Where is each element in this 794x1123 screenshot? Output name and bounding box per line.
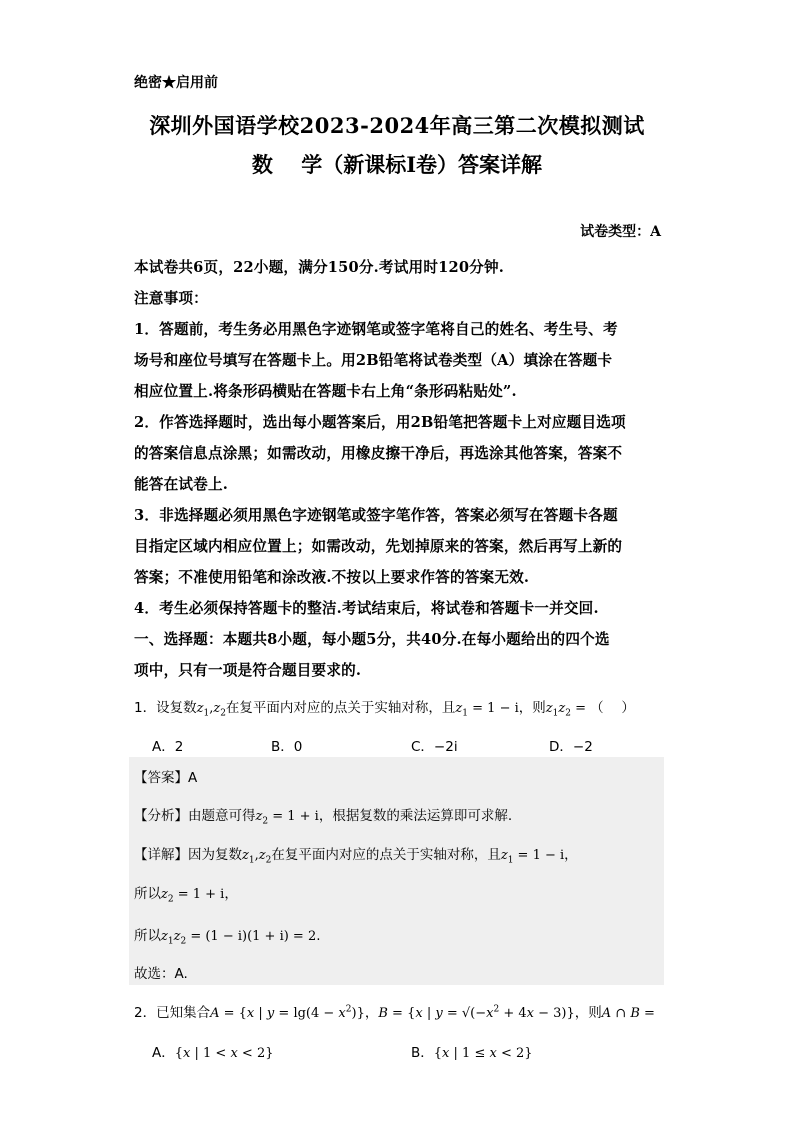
q2-option-a: A．{x | 1 < x < 2}	[152, 1045, 274, 1061]
notice-line: 2．作答选择题时，选出每小题答案后，用2B铅笔把答题卡上对应题目选项	[134, 414, 626, 431]
q1-detail: 【详解】因为复数$z_1,z_2$在复平面内对应的点关于实轴对称，且$z_1 = 1 - i$，	[134, 847, 578, 866]
notice-line: 4．考生必须保持答题卡的整洁.考试结束后，将试卷和答题卡一并交回.	[134, 600, 599, 617]
q1-step-2: 所以$z_1z_2 = (1 - i)(1 + i) = 2$.	[134, 928, 321, 947]
notice-line: 场号和座位号填写在答题卡上。用2B铅笔将试卷类型（A）填涂在答题卡	[134, 352, 613, 369]
section-heading-cont: 项中，只有一项是符合题目要求的.	[134, 662, 362, 679]
notice-line: 的答案信息点涂黑；如需改动，用橡皮擦干净后，再选涂其他答案，答案不	[134, 445, 623, 462]
notice-line: 答案；不准使用铅笔和涂改液.不按以上要求作答的答案无效.	[134, 569, 530, 586]
notice-heading: 注意事项：	[134, 290, 208, 307]
notice-line: 目指定区域内相应位置上；如需改动，先划掉原来的答案，然后再写上新的	[134, 538, 623, 555]
q1-answer: 【答案】A	[134, 770, 198, 786]
q1-option-a: A．2	[152, 739, 184, 755]
q1-option-d: D．−2	[549, 739, 593, 755]
confidential-mark: 绝密★启用前	[134, 75, 218, 91]
answer-block	[129, 757, 664, 985]
q2-option-b: B．{x | 1 ≤ x < 2}	[411, 1045, 533, 1061]
q1-analysis: 【分析】由题意可得$z_2 = 1 + i$，根据复数的乘法运算即可求解.	[134, 808, 513, 827]
q1-option-c: C．−2i	[411, 739, 458, 755]
notice-line: 能答在试卷上.	[134, 476, 229, 493]
section-heading: 一、选择题：本题共8小题，每小题5分，共40分.在每小题给出的四个选	[134, 631, 610, 648]
notice-line: 3．非选择题必须用黑色字迹钢笔或签字笔作答，答案必须写在答题卡各题	[134, 507, 618, 524]
paper-type: 试卷类型：A	[580, 224, 661, 240]
notice-line: 1．答题前，考生务必用黑色字迹钢笔或签字笔将自己的姓名、考生号、考	[134, 321, 618, 338]
notice-line: 相应位置上.将条形码横贴在答题卡右上角“条形码粘贴处”.	[134, 383, 517, 400]
exam-title: 深圳外国语学校2023-2024年高三第二次模拟测试	[149, 113, 645, 138]
question-1-stem: 1．设复数$z_1,z_2$在复平面内对应的点关于实轴对称，且$z_1 = 1 - i$，则$z_1z_2$ = （ ）	[134, 700, 635, 719]
q1-option-b: B．0	[271, 739, 303, 755]
exam-summary: 本试卷共6页，22小题，满分150分.考试用时120分钟.	[134, 259, 505, 276]
q1-step-1: 所以$z_2 = 1 + i$，	[134, 886, 238, 905]
exam-subtitle: 数 学（新课标Ⅰ卷）答案详解	[251, 152, 543, 177]
q1-choice: 故选：A.	[134, 966, 188, 982]
question-2-stem: 2．已知集合A = {x | $y = \lg(4 - x^2)$}，B = {x | $y = √(-x^2 + 4x - 3)$}，则A ∩ B =	[134, 1004, 655, 1021]
